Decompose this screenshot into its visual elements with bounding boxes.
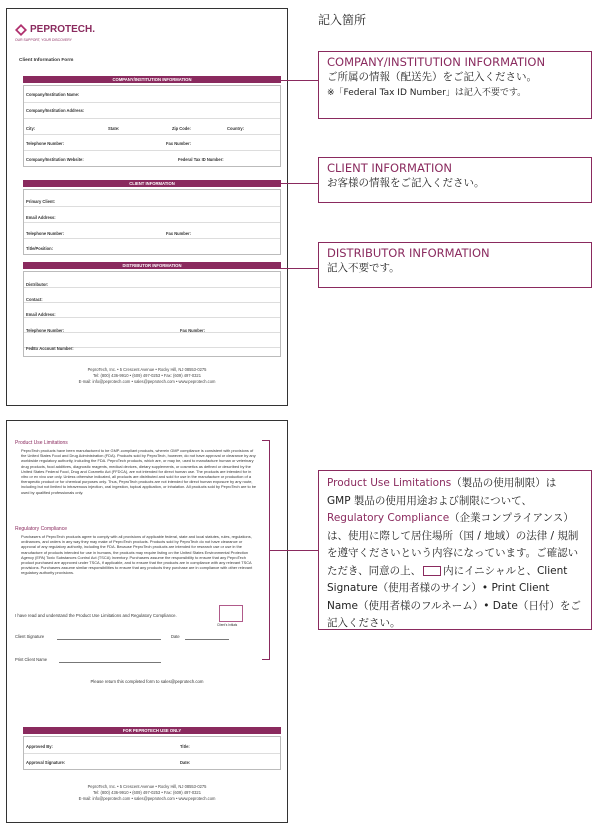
signature-label: Client Signature: [15, 634, 45, 639]
client-callout-title: CLIENT INFORMATION: [327, 161, 452, 175]
return-note: Please return this completed form to sales@peprotech.com: [90, 679, 204, 684]
logo-mark-icon: [15, 24, 27, 36]
form-page-2: [6, 420, 288, 823]
company-name-field[interactable]: Company/Institution Name:: [26, 92, 80, 97]
regulatory-title: Regulatory Compliance: [15, 526, 67, 532]
acknowledge-text: I have read and understand the Product Use Limitations and Regulatory Compliance.: [15, 613, 177, 618]
form-title: Client Information Form: [19, 58, 74, 63]
approved-by-field[interactable]: Approved By:: [26, 744, 53, 749]
state-field[interactable]: State:: [108, 126, 120, 131]
company-fax-field[interactable]: Fax Number:: [166, 141, 192, 146]
fedex-field[interactable]: FedEx Account Number:: [26, 346, 74, 351]
office-use-section: [23, 736, 281, 770]
client-callout-line1: お客様の情報をご記入ください。: [327, 177, 485, 189]
client-section: [23, 189, 281, 255]
date-label: Date: [171, 634, 180, 639]
primary-client-field[interactable]: Primary Client:: [26, 199, 56, 204]
company-callout-title: COMPANY/INSTITUTION INFORMATION: [327, 55, 546, 69]
regulatory-text: Purchasers of PeproTech products agree to comply with all provisions of applicable federal, state and local statutes, rules, regulations, ordinances, and orders in any way they may make of PeproTech products. Products sold by PeproTech do not have clearance or approval of any regulatory authority, including the FDA. Because PeproTech products are intended for research use or use in the manufacture of products intended for use in humans, the products may require listing on the United States Environmental Protection Agency (EPA) Toxic Substances Control Act (TSCA) Inventory. Purchasers assume the responsibility to ensure that any PeproTech product purchased are approved under TSCA, if applicable, and to ensure that the products are in compliance with any relevant TSCA provisions. Purchasers assume similar responsibilities to ensure that any products they purchase are in compliance with other relevant regulatory authority provisions.: [21, 534, 253, 576]
client-section-header: CLIENT INFORMATION: [23, 180, 281, 187]
company-tel-field[interactable]: Telephone Number:: [26, 141, 65, 146]
use-callout-title1: Product Use Limitations: [327, 477, 452, 489]
use-connector: [270, 550, 318, 551]
approval-signature-field[interactable]: Approval Signature:: [26, 760, 66, 765]
contact-field[interactable]: Contact:: [26, 297, 43, 302]
client-connector: [274, 183, 318, 184]
use-limitations-text: PeproTech products have been manufactured to be GMP-compliant products, wherein GMP compliance is consistent with provisions of the United States Food and Drug Administration (FDA). Products sold by PeproTech, however, do not have approval or clearance by any worldwide regulatory authority, including the FDA. PeproTech products, which are, or may be, used to manufacture human or veterinary drug products, food additives, diagnostic reagents, medical devices, dietary supplements, or cosmetics as defined or described by the United States Federal Food, Drug and Cosmetic Act (FFDCA), are not intended for direct human use. The products are intended for in vitro or ex vivo use only. Unless otherwise indicated, all products are distributed and sold for use in the manufacture or production of a therapeutic product or for chemical purposes only. Thus, PeproTech products are not intended for direct human exposure by any route, including but not limited to intravenous injection, oral ingestion, topical application, or inhalation. All products sold by PeproTech are to be used by qualified professionals only.: [21, 448, 257, 495]
distributor-callout: [318, 242, 592, 288]
company-connector: [274, 80, 318, 81]
company-website-field[interactable]: Company/Institution Website:: [26, 157, 84, 162]
approval-date-field[interactable]: Date:: [180, 760, 191, 765]
page2-bracket: [262, 440, 270, 660]
distributor-connector: [274, 268, 318, 269]
company-address-field[interactable]: Company/Institution Address:: [26, 108, 85, 113]
company-callout-line2: ※「Federal Tax ID Number」は記入不要です。: [327, 88, 527, 98]
signature-line[interactable]: [57, 639, 161, 640]
distributor-section: [23, 271, 281, 357]
use-limitations-title: Product Use Limitations: [15, 440, 68, 446]
distributor-callout-title: DISTRIBUTOR INFORMATION: [327, 246, 490, 260]
company-section-header: COMPANY/INSTITUTION INFORMATION: [23, 76, 281, 83]
tax-id-field[interactable]: Federal Tax ID Number:: [178, 157, 224, 162]
client-tel-field[interactable]: Telephone Number:: [26, 231, 65, 236]
page2-footer: PeproTech, Inc. • 5 Crescent Avenue • Rocky Hill, NJ 08553-0275 Tel: (800) 436-9910 • (609) 497-0253 • Fax: (609) 497-0321 E-mail: info@peprotech.com • sales@peprotech.com • www.peprotech.com: [78, 784, 216, 801]
brand-name: PEPROTECH.: [30, 24, 96, 35]
distributor-section-header: DISTRIBUTOR INFORMATION: [23, 262, 281, 269]
initials-box-icon: [423, 566, 441, 576]
distributor-callout-line1: 記入不要です。: [327, 262, 400, 274]
use-callout-title2: Regulatory Compliance: [327, 512, 450, 524]
initials-caption: Client's Initials: [217, 623, 238, 627]
date-line[interactable]: [185, 639, 229, 640]
city-field[interactable]: City:: [26, 126, 36, 131]
company-callout-line1: ご所属の情報（配送先）をご記入ください。: [327, 71, 537, 83]
client-email-field[interactable]: Email Address:: [26, 215, 56, 220]
client-callout: [318, 157, 592, 203]
office-use-header: FOR PEPROTECH USE ONLY: [23, 727, 281, 734]
form-page-1: [6, 8, 288, 406]
client-fax-field[interactable]: Fax Number:: [166, 231, 192, 236]
zip-field[interactable]: Zip Code:: [172, 126, 191, 131]
distributor-fax-field[interactable]: Fax Number:: [180, 328, 206, 333]
client-title-field[interactable]: Title/Position:: [26, 246, 53, 251]
brand-tagline: OUR SUPPORT, YOUR DISCOVERY: [15, 38, 72, 42]
initials-box[interactable]: [219, 605, 243, 622]
distributor-tel-field[interactable]: Telephone Number:: [26, 328, 65, 333]
country-field[interactable]: Country:: [227, 126, 245, 131]
company-section: [23, 85, 281, 167]
print-name-label: Print Client Name: [15, 657, 48, 662]
use-callout-text2: （企業コンプライアンス）は、使用に際して居住場所（国 / 地域）の法律 / 規制を遵守くださいという内容になっています。ご確認いただき、同意の上、: [327, 512, 579, 577]
use-callout-text1: （製品の使用制限）は GMP 製品の使用用途および制限について、: [327, 477, 557, 507]
company-callout: [318, 51, 592, 119]
distributor-field[interactable]: Distributor:: [26, 282, 49, 287]
use-callout-text3: 内にイニシャルと、Client Signature（使用者様のサイン）• Print Client Name（使用者様のフルネーム）• Date（日付）をご記入ください。: [327, 564, 581, 629]
page-heading: 記入箇所: [318, 13, 367, 27]
office-title-field[interactable]: Title:: [180, 744, 190, 749]
page1-footer: PeproTech, Inc. • 5 Crescent Avenue • Rocky Hill, NJ 08553-0275 Tel: (800) 436-9910 • (609) 497-0253 • Fax: (609) 497-0321 E-mail: info@peprotech.com • sales@peprotech.com • www.peprotech.com: [78, 367, 216, 384]
distributor-email-field[interactable]: Email Address:: [26, 312, 56, 317]
print-name-line[interactable]: [59, 662, 161, 663]
use-callout: [318, 470, 592, 630]
